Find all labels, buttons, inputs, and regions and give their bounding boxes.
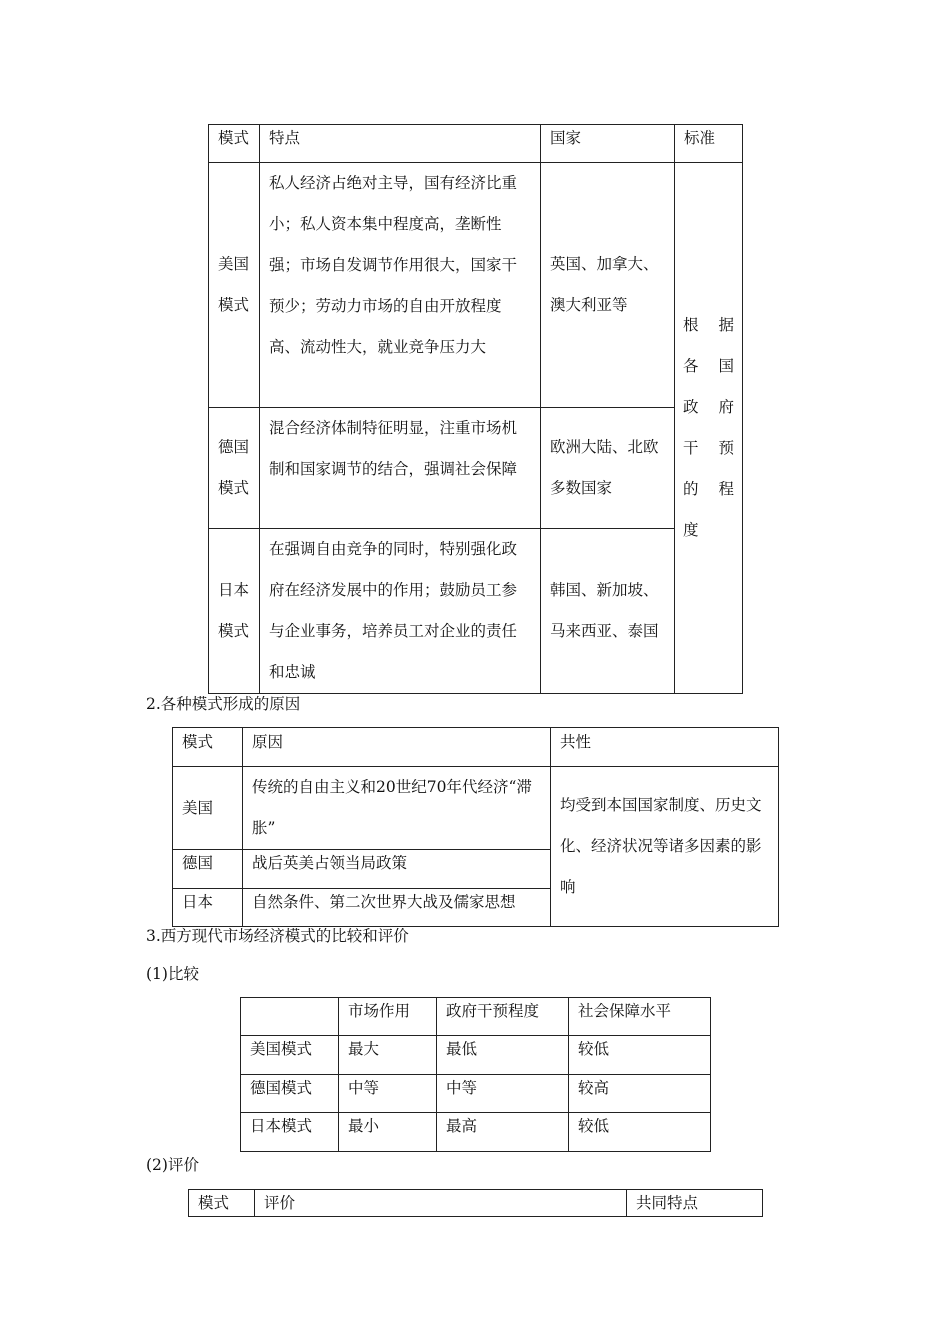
formation-reasons-table <box>172 727 779 927</box>
table-row <box>209 408 743 529</box>
countries-cell: 英国、加拿大、澳大利亚等 <box>541 163 675 408</box>
header-market-role: 市场作用 <box>339 998 437 1036</box>
table-row <box>209 529 743 694</box>
table-cell: 中等 <box>437 1075 569 1113</box>
table-row <box>173 767 779 850</box>
mode-cell: 日本 <box>173 889 243 927</box>
header-evaluation: 评价 <box>255 1190 627 1217</box>
table-row <box>209 163 743 408</box>
table-header-row <box>173 728 779 767</box>
header-mode: 模式 <box>189 1190 255 1217</box>
reason-cell: 战后英美占领当局政策 <box>243 850 551 889</box>
table-cell: 最大 <box>339 1036 437 1075</box>
features-cell: 混合经济体制特征明显，注重市场机制和国家调节的结合，强调社会保障 <box>260 408 541 529</box>
comparison-table <box>240 997 711 1152</box>
mode-cell: 德国模式 <box>241 1075 339 1113</box>
table-header-row <box>189 1190 763 1217</box>
mode-cell: 美国模式 <box>241 1036 339 1075</box>
mode-cell: 美国 模式 <box>209 163 260 408</box>
model-features-table <box>208 124 743 694</box>
table-header-row <box>241 998 711 1036</box>
mode-cell: 美国 <box>173 767 243 850</box>
header-reason: 原因 <box>243 728 551 767</box>
header-shared-features: 共同特点 <box>627 1190 763 1217</box>
table-cell: 最低 <box>437 1036 569 1075</box>
table-cell: 中等 <box>339 1075 437 1113</box>
subheading-evaluate: (2)评价 <box>146 1156 199 1174</box>
section-heading-2: 2.各种模式形成的原因 <box>146 695 301 713</box>
table-row <box>241 1075 711 1113</box>
header-features: 特点 <box>260 125 541 163</box>
reason-cell: 自然条件、第二次世界大战及儒家思想 <box>243 889 551 927</box>
countries-cell: 欧洲大陆、北欧多数国家 <box>541 408 675 529</box>
table-cell: 较低 <box>569 1036 711 1075</box>
header-mode: 模式 <box>209 125 260 163</box>
section-heading-3: 3.西方现代市场经济模式的比较和评价 <box>146 927 409 945</box>
header-intervention: 政府干预程度 <box>437 998 569 1036</box>
header-countries: 国家 <box>541 125 675 163</box>
common-cell: 均受到本国国家制度、历史文化、经济状况等诸多因素的影响 <box>551 767 779 927</box>
reason-cell: 传统的自由主义和20世纪70年代经济“滞胀” <box>243 767 551 850</box>
table-cell: 最高 <box>437 1113 569 1152</box>
table-cell: 较低 <box>569 1113 711 1152</box>
subheading-compare: (1)比较 <box>146 965 199 983</box>
standard-cell: 根据 各国 政府 干预 的程 度 <box>675 163 743 694</box>
table-cell: 较高 <box>569 1075 711 1113</box>
table-row <box>241 1036 711 1075</box>
header-common: 共性 <box>551 728 779 767</box>
mode-cell: 日本 模式 <box>209 529 260 694</box>
features-cell: 在强调自由竞争的同时，特别强化政府在经济发展中的作用；鼓励员工参与企业事务，培养员工对企业的责任和忠诚 <box>260 529 541 694</box>
header-social-security: 社会保障水平 <box>569 998 711 1036</box>
header-empty <box>241 998 339 1036</box>
countries-cell: 韩国、新加坡、马来西亚、泰国 <box>541 529 675 694</box>
mode-cell: 日本模式 <box>241 1113 339 1152</box>
header-mode: 模式 <box>173 728 243 767</box>
table-cell: 最小 <box>339 1113 437 1152</box>
mode-cell: 德国 <box>173 850 243 889</box>
table-row <box>241 1113 711 1152</box>
header-standard: 标准 <box>675 125 743 163</box>
evaluation-table <box>188 1189 763 1217</box>
mode-cell: 德国 模式 <box>209 408 260 529</box>
table-header-row <box>209 125 743 163</box>
features-cell: 私人经济占绝对主导，国有经济比重小；私人资本集中程度高，垄断性强；市场自发调节作用很大，国家干预少；劳动力市场的自由开放程度高、流动性大，就业竞争压力大 <box>260 163 541 408</box>
